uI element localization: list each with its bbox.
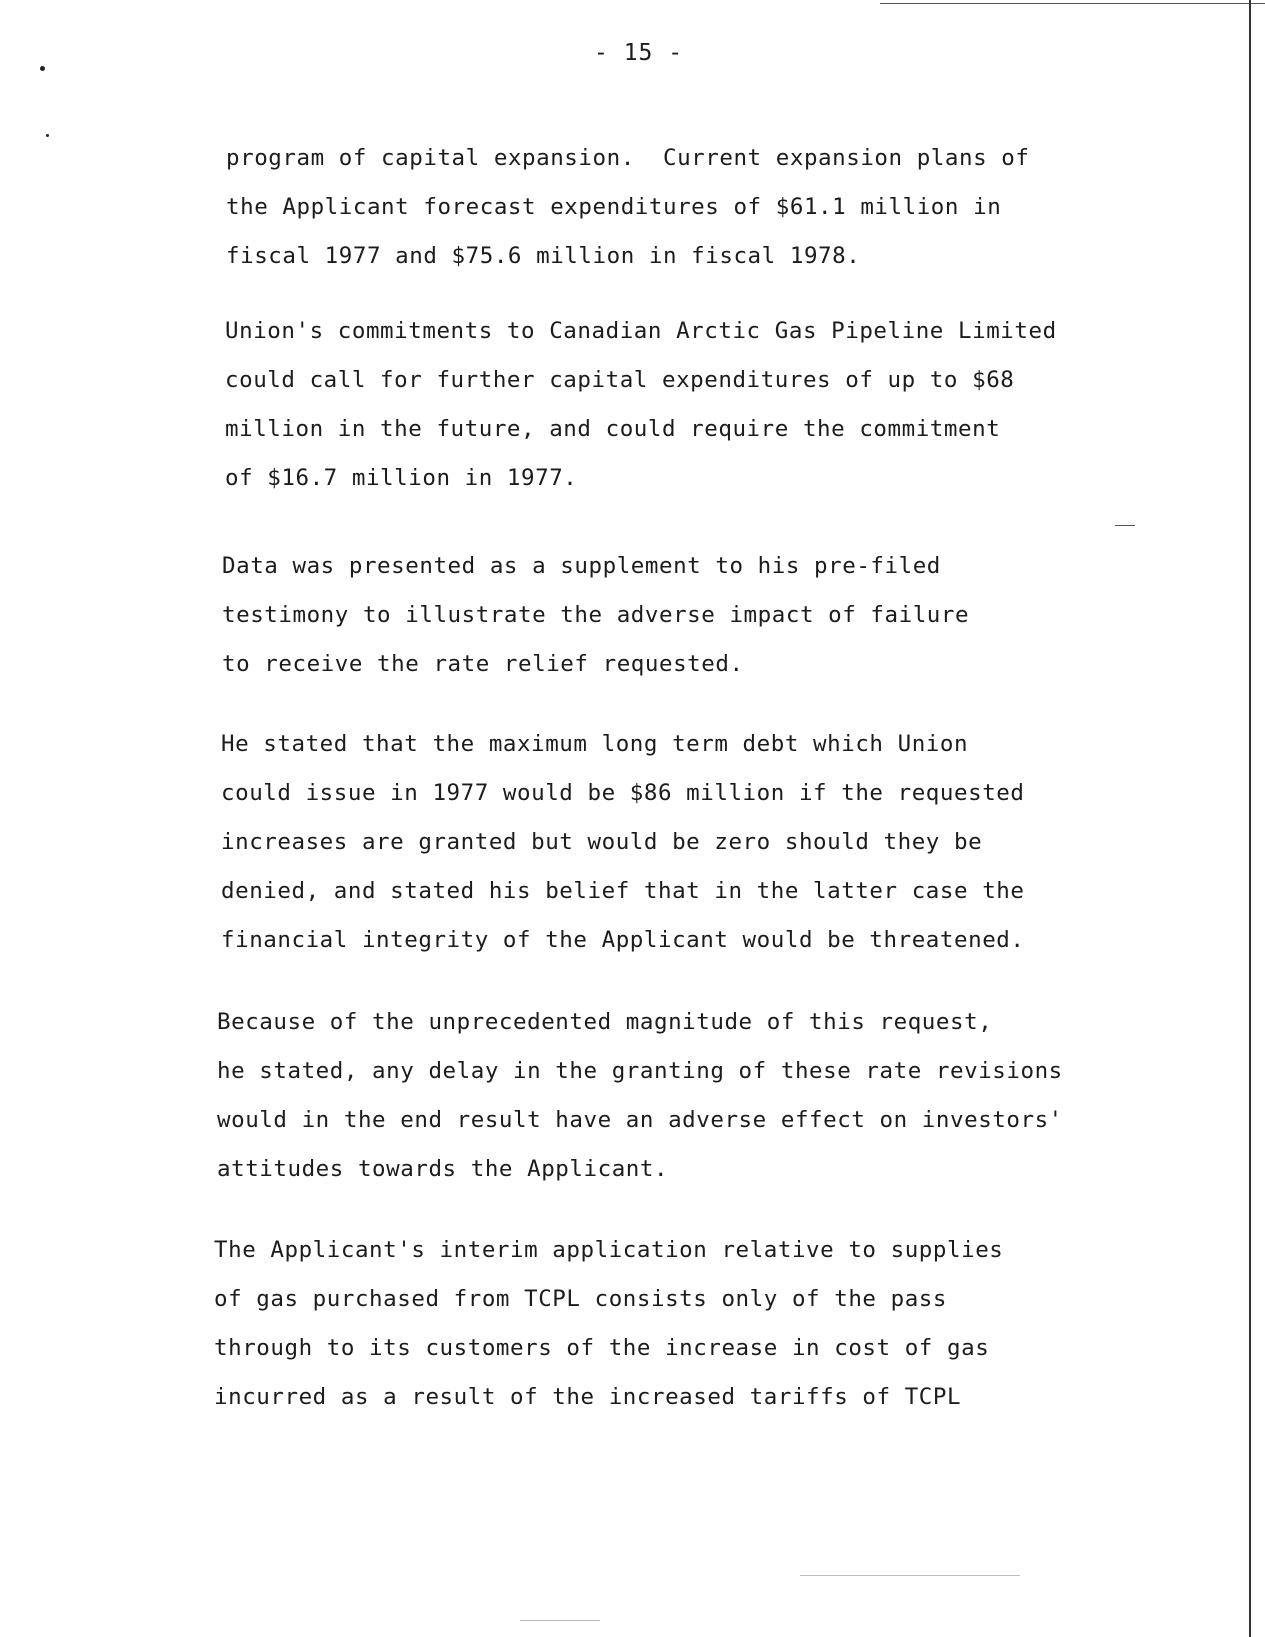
scan-frame-right [1249, 0, 1251, 1637]
text-line: Data was presented as a supplement to his pre-filed [222, 553, 941, 579]
paragraph [217, 998, 1063, 1194]
text-line: testimony to illustrate the adverse impact of failure [222, 602, 970, 628]
paragraph [222, 542, 969, 689]
text-line: million in the future, and could require the commitment [225, 416, 1001, 442]
text-line: Union's commitments to Canadian Arctic Gas Pipeline Limited [225, 318, 1057, 344]
text-line: to receive the rate relief requested. [222, 651, 744, 677]
scan-speck [520, 1620, 600, 1621]
page-number: - 15 - [594, 40, 684, 66]
text-line: would in the end result have an adverse effect on investors' [217, 1107, 1063, 1133]
text-line: through to its customers of the increase in cost of gas [214, 1335, 990, 1361]
text-line: The Applicant's interim application relative to supplies [214, 1237, 1004, 1263]
paragraph [226, 134, 1029, 281]
text-line: incurred as a result of the increased tariffs of TCPL [214, 1384, 962, 1410]
paragraph [221, 720, 1024, 965]
scan-frame-top [880, 3, 1265, 4]
text-line: could call for further capital expenditures of up to $68 [225, 367, 1015, 393]
text-line: of $16.7 million in 1977. [225, 465, 578, 491]
text-line: program of capital expansion. Current expansion plans of [226, 145, 1030, 171]
paragraph [214, 1226, 1003, 1422]
text-line: fiscal 1977 and $75.6 million in fiscal 1978. [226, 243, 861, 269]
scan-speck [800, 1575, 1020, 1576]
text-line: could issue in 1977 would be $86 million if the requested [221, 780, 1025, 806]
scan-dot [40, 66, 45, 71]
text-line: Because of the unprecedented magnitude of this request, [217, 1009, 993, 1035]
text-line: increases are granted but would be zero should they be [221, 829, 983, 855]
scan-dot [46, 134, 49, 137]
scan-speck [1115, 525, 1135, 526]
text-line: he stated, any delay in the granting of these rate revisions [217, 1058, 1063, 1084]
text-line: attitudes towards the Applicant. [217, 1156, 669, 1182]
text-line: of gas purchased from TCPL consists only of the pass [214, 1286, 947, 1312]
text-line: financial integrity of the Applicant would be threatened. [221, 927, 1025, 953]
text-line: denied, and stated his belief that in the latter case the [221, 878, 1025, 904]
paragraph [225, 307, 1057, 503]
text-line: the Applicant forecast expenditures of $61.1 million in [226, 194, 1002, 220]
text-line: He stated that the maximum long term debt which Union [221, 731, 969, 757]
